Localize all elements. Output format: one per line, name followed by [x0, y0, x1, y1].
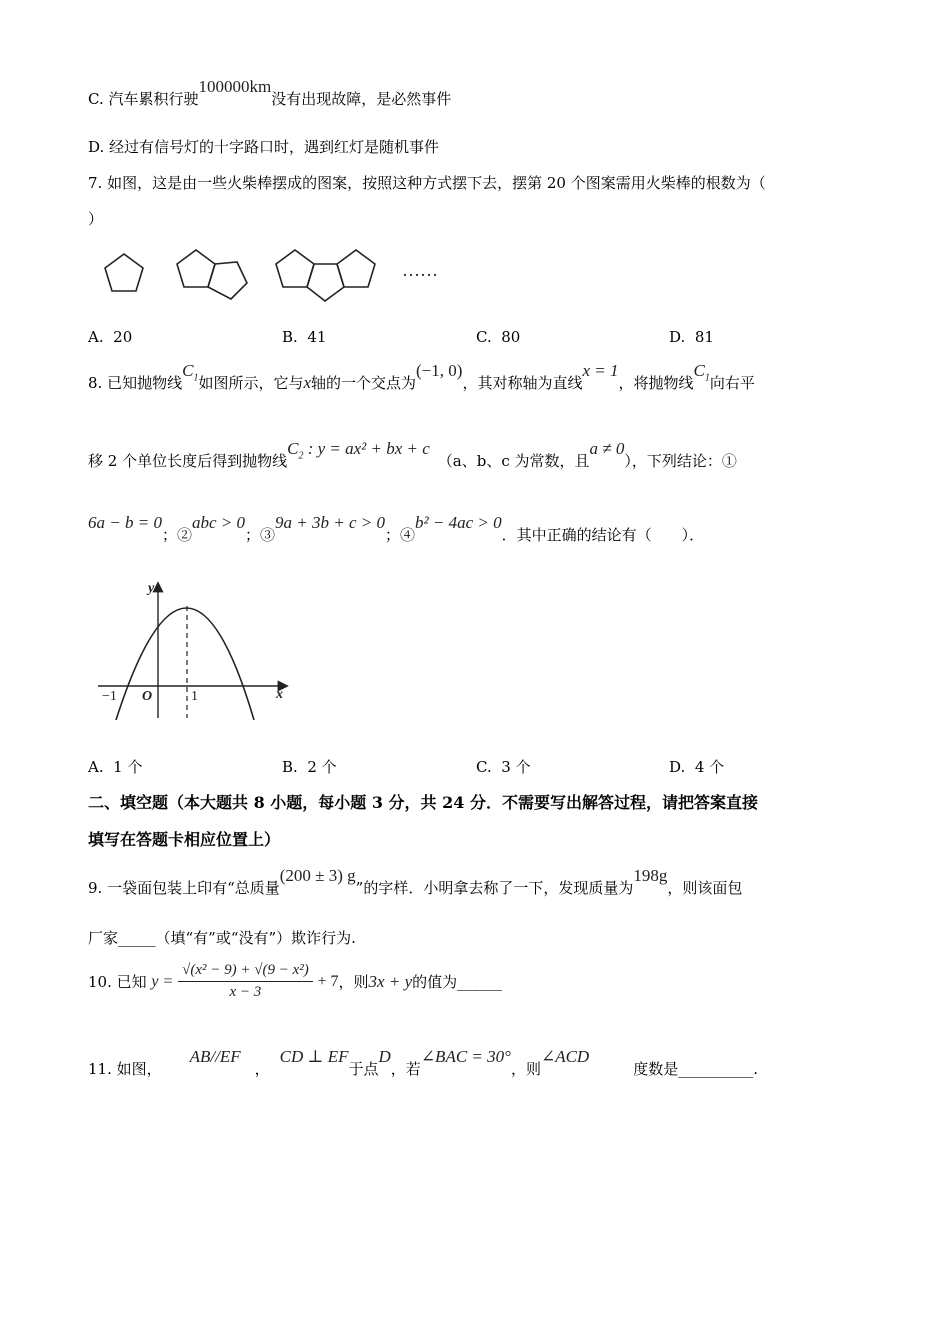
q8-stem-line2: 移 2 个单位长度后得到抛物线$C_2$ : y = ax² + bx + c（a、b、c 为常数，且a ≠ 0），下列结论：① [88, 439, 737, 470]
q10-denominator: x − 3 [229, 984, 262, 1000]
q8-option-b: B. 2 个 [282, 758, 337, 776]
q7-continuation-dots: …… [402, 260, 438, 280]
q8-option-d: D. 4 个 [669, 758, 725, 776]
q8-option-c: C. 3 个 [476, 758, 531, 776]
parabola-curve [116, 608, 254, 720]
section-2-heading-line1: 二、填空题（本大题共 8 小题，每小题 3 分，共 24 分．不需要写出解答过程，请把答案直接 [88, 793, 758, 812]
pentagon-figure-1 [105, 254, 143, 291]
q8-c1-a: $C_1$ [182, 361, 199, 384]
q8-c1-b: $C_1$ [693, 361, 710, 384]
q9-stem-line1: 9. 一袋面包装上印有“总质量(200 ± 3) g”的字样．小明拿去称了一下，发现质量为198g，则该面包 [88, 866, 743, 897]
q10-numerator: √(x² − 9) + √(9 − x²) [178, 962, 313, 982]
q8-parabola-graph [96, 576, 296, 726]
q8-c2: $C_2$ : y = ax² + bx + c [287, 439, 430, 462]
q7-option-b: B. 41 [282, 328, 327, 346]
q7-option-a: A. 20 [88, 328, 133, 346]
origin-label: O [142, 689, 153, 704]
q7-stem: 7. 如图，这是由一些火柴棒摆成的图案，按照这种方式摆下去，摆第 20 个图案需用火柴棒的根数为（ [88, 174, 766, 192]
q6-option-d: D. 经过有信号灯的十字路口时，遇到红灯是随机事件 [88, 138, 440, 156]
one-tick-label: 1 [191, 689, 198, 704]
section-2-heading-line2: 填写在答题卡相应位置上） [88, 830, 281, 849]
y-axis-label: y [148, 581, 155, 596]
q8-option-a: A. 1 个 [88, 758, 143, 776]
q6-c-distance: 100000km [198, 77, 272, 96]
q7-matchstick-figures [96, 244, 476, 304]
q9-stem-line2: 厂家_____（填“有”或“没有”）欺诈行为. [88, 929, 356, 947]
x-axis-label: x [276, 687, 283, 702]
q7-option-c: C. 80 [476, 328, 521, 346]
q7-option-d: D. 81 [669, 328, 714, 346]
q8-stem-line3: 6a − b = 0；②abc > 0；③9a + 3b + c > 0；④b² − 4ac > 0．其中正确的结论有（ ）． [88, 513, 705, 544]
q11-stem: 11. 如图，AB//EF，CD ⊥ EF于点D，若∠BAC = 30°，则∠ACD度数是__________. [88, 1047, 758, 1078]
q7-stem-close: ） [88, 210, 104, 228]
q8-stem-line1: 8. 已知抛物线$C_1$如图所示，它与x轴的一个交点为(−1, 0)，其对称轴为直线x = 1，将抛物线$C_1$向右平 [88, 361, 755, 392]
pentagon-figure-3c [337, 250, 375, 287]
pentagon-figure-2b [208, 262, 247, 299]
q6-option-c: C. 汽车累积行驶100000km没有出现故障，是必然事件 [88, 77, 452, 108]
neg-one-tick-label: −1 [102, 689, 117, 704]
q10-fraction [178, 962, 313, 1001]
q10-stem: 10. 已知 y = $\frac{\text{√(x² − 9) + √(9 − x²)}}{x - 3}$ + 7，则3x + y的值为______ [88, 962, 503, 1000]
